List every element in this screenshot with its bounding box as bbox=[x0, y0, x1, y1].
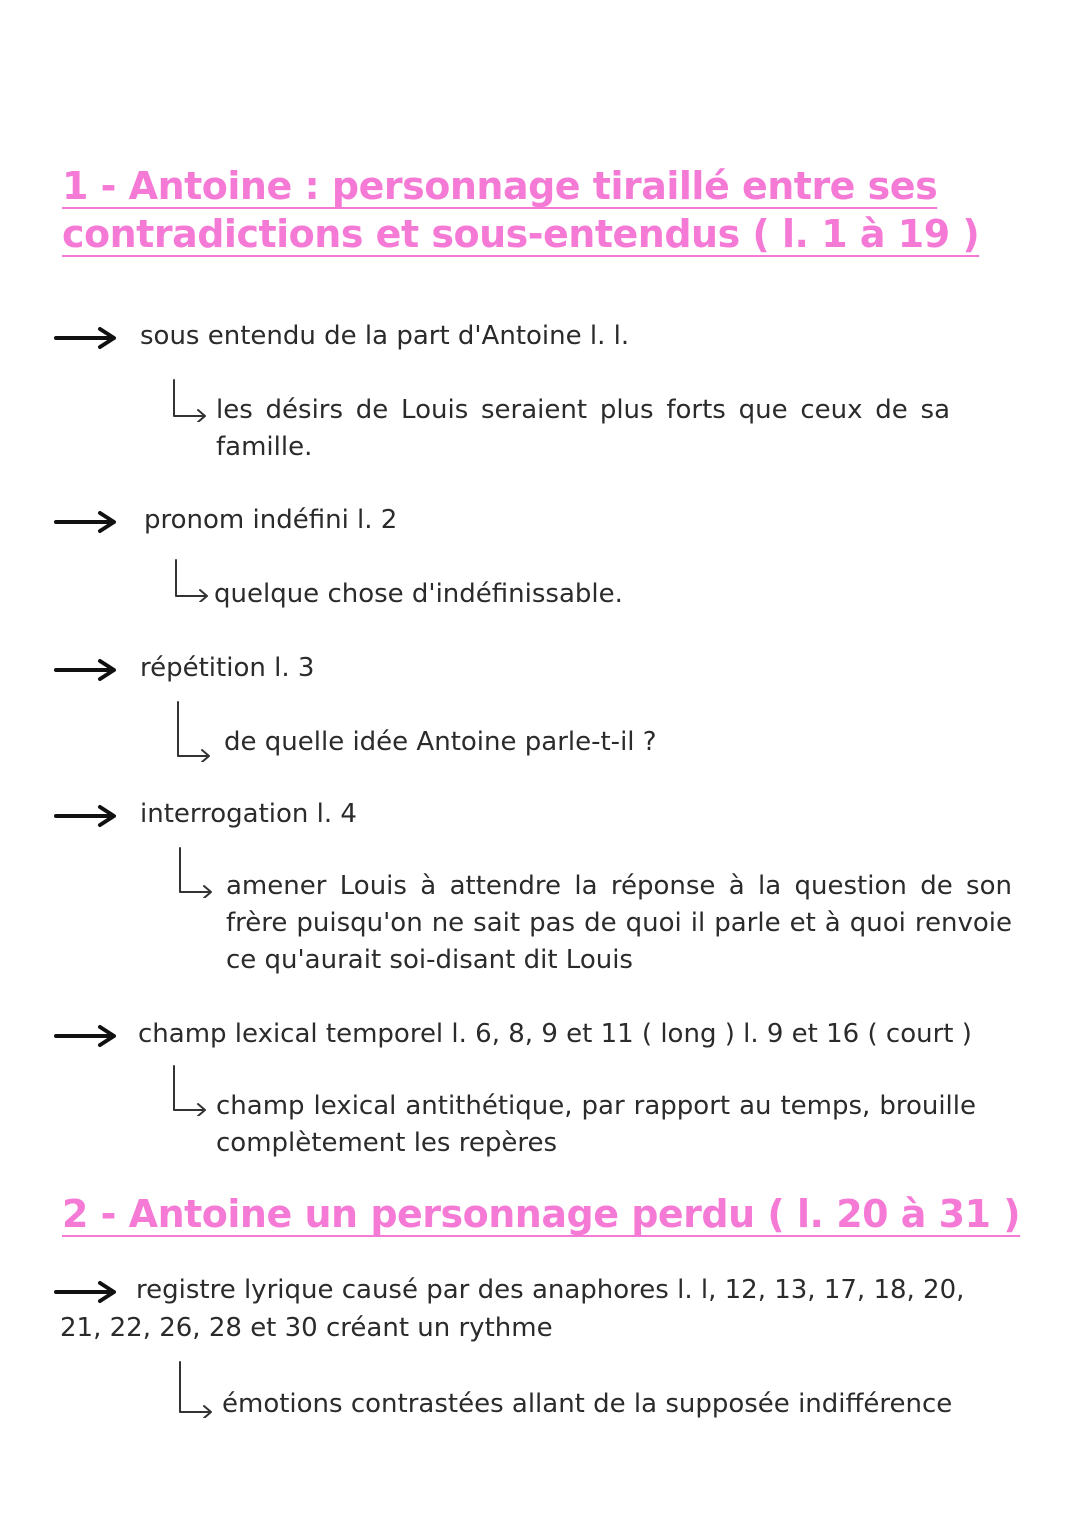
note-main-text: sous entendu de la part d'Antoine l. l. bbox=[140, 321, 630, 351]
note-sub-text: amener Louis à attendre la réponse à la question de son frère puisqu'on ne sait pas de quoi il parle et à quoi renvoie ce qu'aurait soi-disant dit Louis bbox=[226, 871, 1012, 975]
section-1-title-line-1: 1 - Antoine : personnage tiraillé entre ses bbox=[62, 164, 938, 208]
return-arrow-icon bbox=[176, 846, 216, 886]
note-main-text: répétition l. 3 bbox=[140, 653, 315, 683]
note-main-text: interrogation l. 4 bbox=[140, 799, 357, 829]
return-arrow-icon bbox=[172, 558, 212, 598]
right-arrow-icon bbox=[54, 658, 118, 682]
section-2-title bbox=[62, 1190, 1020, 1238]
note-sub-text: champ lexical antithétique, par rapport au temps, brouille complètement les repères bbox=[216, 1091, 976, 1158]
right-arrow-icon bbox=[54, 804, 118, 828]
section-1-title-line-2: contradictions et sous-entendus ( l. 1 à 19 ) bbox=[62, 212, 980, 256]
section-2-title-line: 2 - Antoine un personnage perdu ( l. 20 à 31 ) bbox=[62, 1192, 1021, 1236]
note-main-text: pronom indéfini l. 2 bbox=[144, 505, 398, 535]
return-arrow-icon bbox=[176, 1360, 216, 1400]
return-arrow-icon bbox=[174, 700, 214, 740]
note-main-text: champ lexical temporel l. 6, 8, 9 et 11 ( long ) l. 9 et 16 ( court ) bbox=[138, 1019, 972, 1049]
section-1-title bbox=[62, 162, 979, 258]
note-main-text: registre lyrique causé par des anaphores l. l, 12, 13, 17, 18, 20, bbox=[136, 1275, 965, 1305]
note-main-text-continued: 21, 22, 26, 28 et 30 créant un rythme bbox=[60, 1313, 553, 1343]
note-sub-text: de quelle idée Antoine parle-t-il ? bbox=[224, 727, 657, 757]
return-arrow-icon bbox=[170, 378, 210, 418]
note-sub-text: les désirs de Louis seraient plus forts que ceux de sa famille. bbox=[216, 395, 950, 462]
right-arrow-icon bbox=[54, 1280, 118, 1304]
right-arrow-icon bbox=[54, 326, 118, 350]
right-arrow-icon bbox=[54, 1024, 118, 1048]
note-sub-text: quelque chose d'indéfinissable. bbox=[214, 579, 623, 609]
note-sub-text: émotions contrastées allant de la supposée indifférence bbox=[222, 1389, 953, 1419]
return-arrow-icon bbox=[170, 1064, 210, 1104]
right-arrow-icon bbox=[54, 510, 118, 534]
